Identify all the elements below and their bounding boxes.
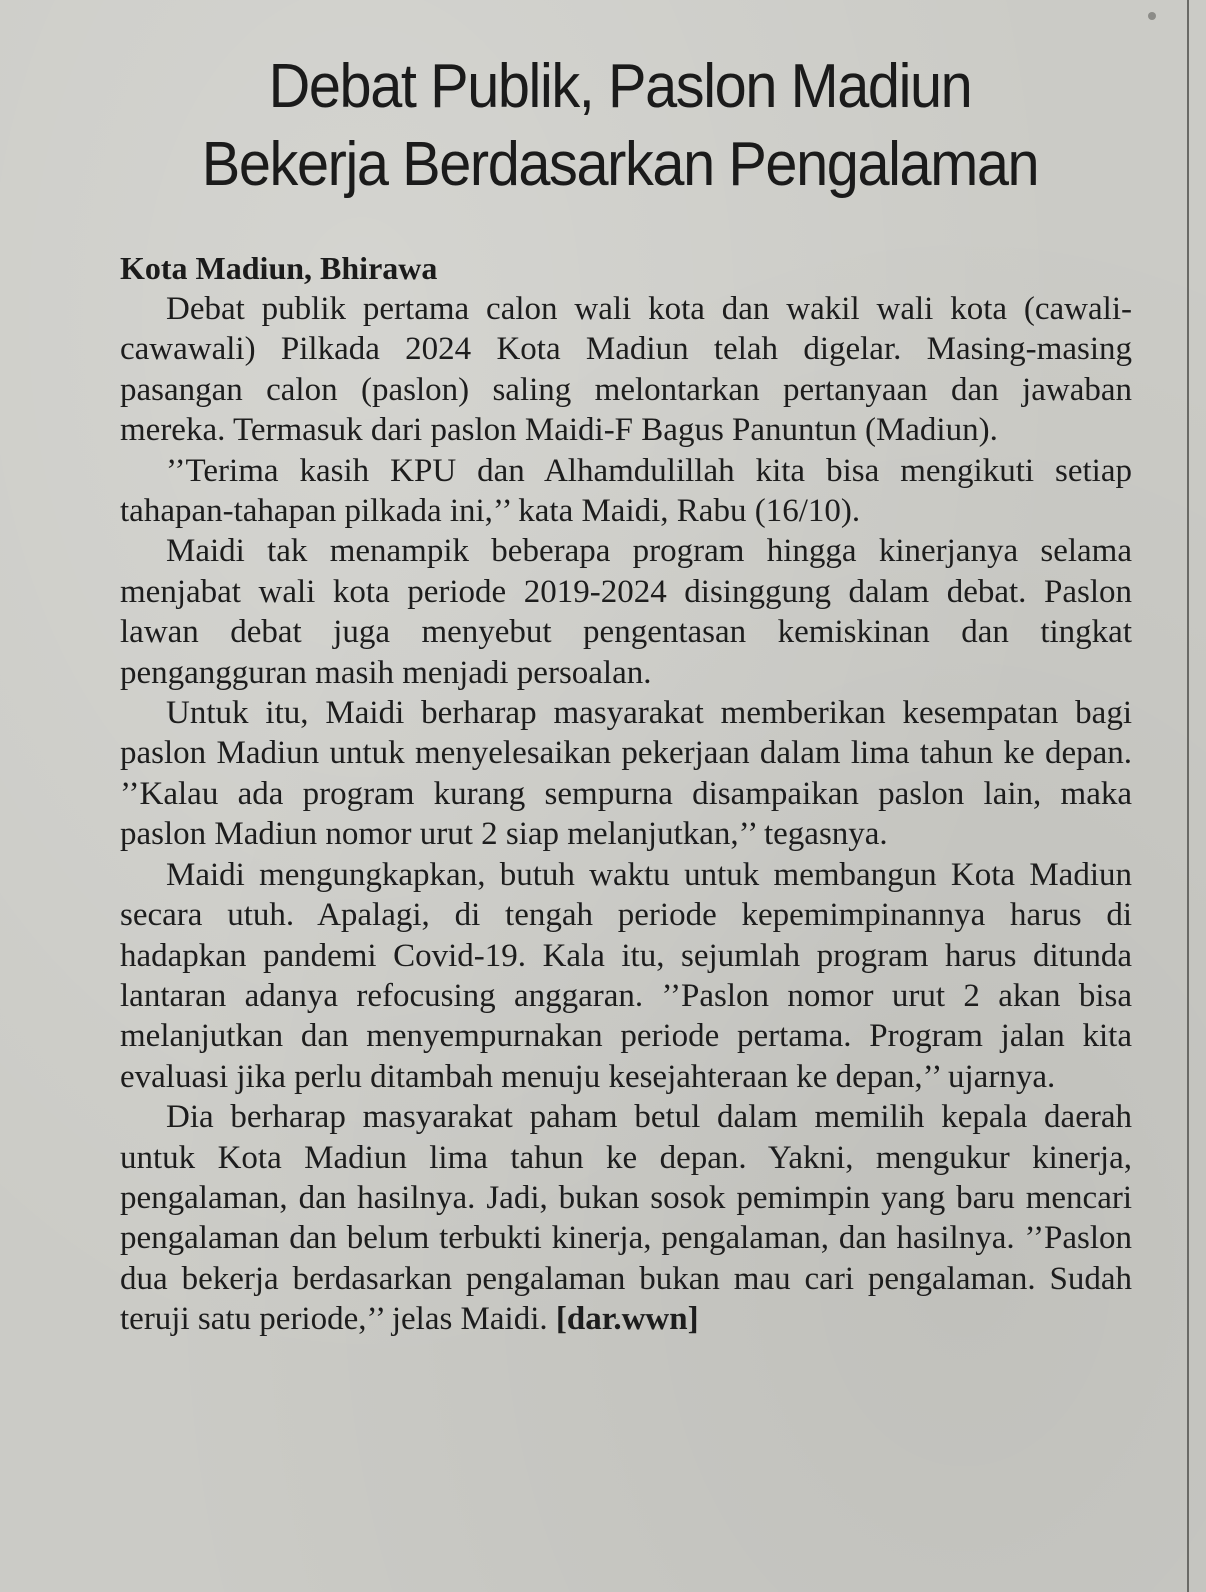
headline-line-2: Bekerja Berdasarkan Pengalaman bbox=[201, 130, 1039, 199]
paragraph-5: Maidi mengungkapkan, butuh waktu untuk membangun Kota Madiun secara utuh. Apalagi, di tengah periode kepemimpinannya harus di hadapkan pandemi Covid-19. Kala itu, sejumlah program harus ditunda lantaran adanya refocusing anggaran. ’’Paslon nomor urut 2 akan bisa melanjutkan dan menyempurnakan periode pertama. Program jalan kita evaluasi jika perlu ditambah menuju kesejahteraan ke depan,’’ ujarnya. bbox=[120, 856, 1132, 1095]
paragraph-2: ’’Terima kasih KPU dan Alhamdulillah kita bisa mengikuti setiap tahapan-tahapan pilkada ini,’’ kata Maidi, Rabu (16/10). bbox=[120, 452, 1132, 530]
column-rule bbox=[1187, 0, 1189, 1592]
article-headline bbox=[136, 48, 1103, 204]
article-byline: [dar.wwn] bbox=[555, 1301, 699, 1338]
article-dateline: Kota Madiun, Bhirawa bbox=[120, 250, 438, 286]
article-body bbox=[120, 289, 1132, 1340]
paragraph-6-text: Dia berharap masyarakat paham betul dalam memilih kepala daerah untuk Kota Madiun lima tahun ke depan. Yakni, mengukur kinerja, pengalaman, dan hasilnya. Jadi, bukan sosok pemimpin yang baru mencari pengalaman dan belum terbukti kinerja, pengalaman, dan hasilnya. ’’Paslon dua bekerja berdasarkan pengalaman bukan mau cari pengalaman. Sudah teruji satu periode,’’ jelas Maidi. bbox=[120, 1099, 1132, 1338]
paragraph-6 bbox=[120, 1097, 1132, 1339]
paragraph-1: Debat publik pertama calon wali kota dan wakil wali kota (cawali-cawawali) Pilkada 2024 Kota Madiun telah digelar. Masing-masing pasangan calon (paslon) saling melontarkan pertanyaan dan jawaban mereka. Termasuk dari paslon Maidi-F Bagus Panuntun (Madiun). bbox=[120, 291, 1132, 449]
paragraph-3: Maidi tak menampik beberapa program hingga kinerjanya selama menjabat wali kota periode 2019-2024 disinggung dalam debat. Paslon lawan debat juga menyebut pengentasan kemiskinan dan tingkat pengangguran masih menjadi persoalan. bbox=[120, 533, 1132, 691]
headline-line-1: Debat Publik, Paslon Madiun bbox=[268, 52, 972, 121]
paragraph-4: Untuk itu, Maidi berharap masyarakat memberikan kesempatan bagi paslon Madiun untuk menyelesaikan pekerjaan dalam lima tahun ke depan. ’’Kalau ada program kurang sempurna disampaikan paslon lain, maka paslon Madiun nomor urut 2 siap melanjutkan,’’ tegasnya. bbox=[120, 695, 1132, 853]
print-speck bbox=[1148, 12, 1156, 20]
